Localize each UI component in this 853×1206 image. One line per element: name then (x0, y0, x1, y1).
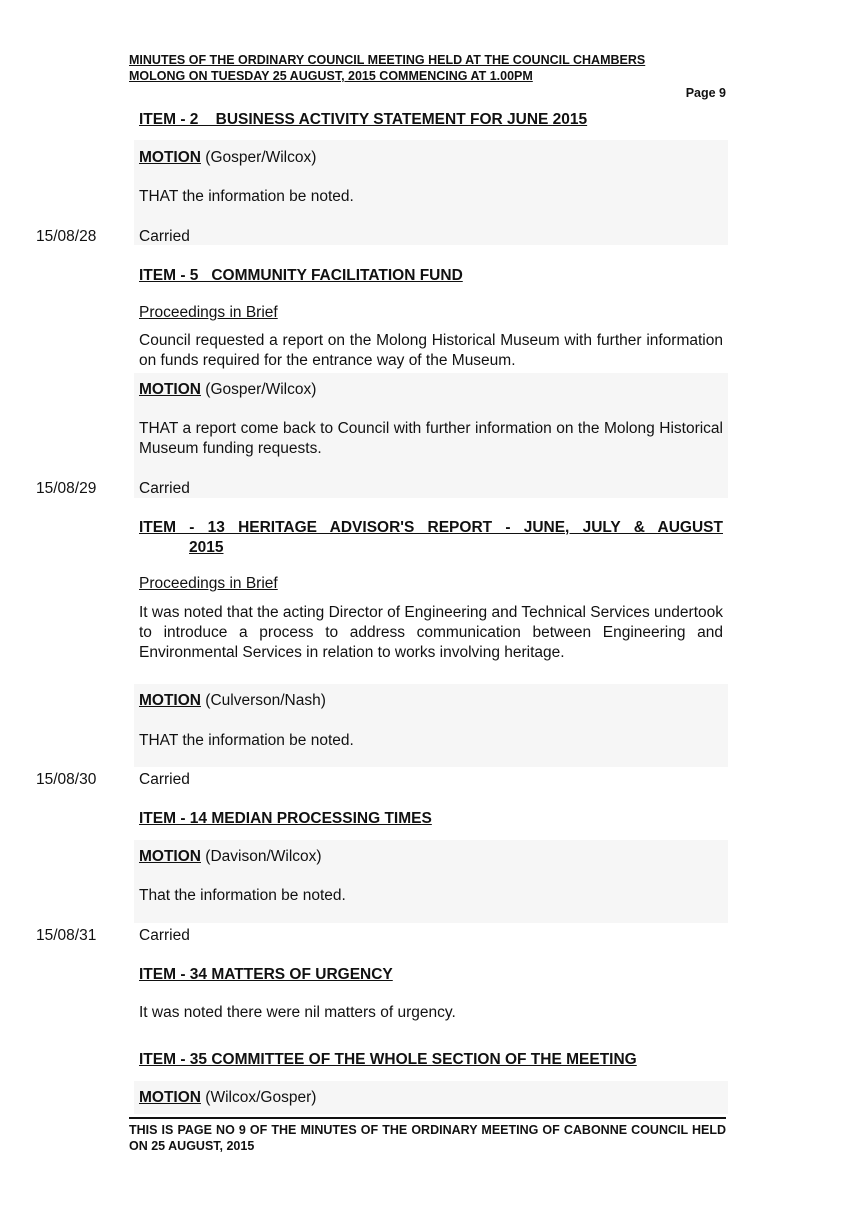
item-14-resolution: That the information be noted. (139, 887, 346, 904)
item-2-resolution: THAT the information be noted. (139, 188, 354, 205)
page-header (129, 52, 726, 84)
item-35-heading: ITEM - 35 COMMITTEE OF THE WHOLE SECTION OF THE MEETING (139, 1051, 637, 1068)
header-line-1: MINUTES OF THE ORDINARY COUNCIL MEETING HELD AT THE COUNCIL CHAMBERS (129, 53, 646, 67)
item-5-motion (139, 380, 723, 400)
item-5-brief: Council requested a report on the Molong Historical Museum with further information on funds required for the entrance way of the Museum. (139, 332, 723, 369)
motion-label: MOTION (139, 1089, 201, 1106)
item-14-heading: ITEM - 14 MEDIAN PROCESSING TIMES (139, 810, 432, 827)
item-13-carried: Carried (139, 771, 190, 788)
page-number: Page 9 (685, 86, 726, 100)
item-5-carried: Carried (139, 480, 190, 497)
item-13-heading-line-1: ITEM - 13 HERITAGE ADVISOR'S REPORT - JUNE, JULY & AUGUST (139, 519, 723, 536)
item-13-brief: It was noted that the acting Director of Engineering and Technical Services undertook to introduce a process to address communication between Engineering and Environmental Services in relation to works involving heritage. (139, 604, 723, 661)
motion-movers: (Gosper/Wilcox) (201, 149, 317, 166)
item-13-proceedings-label: Proceedings in Brief (139, 575, 278, 592)
motion-label: MOTION (139, 381, 201, 398)
item-13-heading-line-2: 2015 (189, 539, 224, 556)
motion-label: MOTION (139, 848, 201, 865)
motion-label: MOTION (139, 149, 201, 166)
item-2-carried: Carried (139, 228, 190, 245)
item-14-carried: Carried (139, 927, 190, 944)
item-13-heading (139, 518, 723, 558)
motion-movers: (Culverson/Nash) (201, 692, 326, 709)
item-13-resolution: THAT the information be noted. (139, 732, 354, 749)
item-34-text: It was noted there were nil matters of urgency. (139, 1004, 456, 1021)
item-34-heading: ITEM - 34 MATTERS OF URGENCY (139, 966, 393, 983)
item-5-resolution-number: 15/08/29 (36, 480, 97, 497)
item-13-resolution-number: 15/08/30 (36, 771, 97, 788)
item-2-heading: ITEM - 2 BUSINESS ACTIVITY STATEMENT FOR JUNE 2015 (139, 111, 588, 128)
page-footer: THIS IS PAGE NO 9 OF THE MINUTES OF THE ORDINARY MEETING OF CABONNE COUNCIL HELD ON 25 AUGUST, 2015 (129, 1123, 726, 1153)
motion-label: MOTION (139, 692, 201, 709)
motion-movers: (Davison/Wilcox) (201, 848, 322, 865)
motion-movers: (Wilcox/Gosper) (201, 1089, 317, 1106)
item-14-motion (139, 847, 723, 867)
item-35-motion (139, 1088, 723, 1108)
item-14-resolution-number: 15/08/31 (36, 927, 97, 944)
header-line-2: MOLONG ON TUESDAY 25 AUGUST, 2015 COMMENCING AT 1.00PM (129, 69, 533, 83)
item-2-resolution-number: 15/08/28 (36, 228, 97, 245)
footer-rule (129, 1117, 726, 1119)
item-2-motion (139, 148, 723, 168)
item-5-proceedings-label: Proceedings in Brief (139, 304, 278, 321)
motion-movers: (Gosper/Wilcox) (201, 381, 317, 398)
item-5-resolution: THAT a report come back to Council with further information on the Molong Historical Museum funding requests. (139, 420, 723, 457)
item-13-motion (139, 691, 723, 711)
item-5-heading: ITEM - 5 COMMUNITY FACILITATION FUND (139, 267, 463, 284)
